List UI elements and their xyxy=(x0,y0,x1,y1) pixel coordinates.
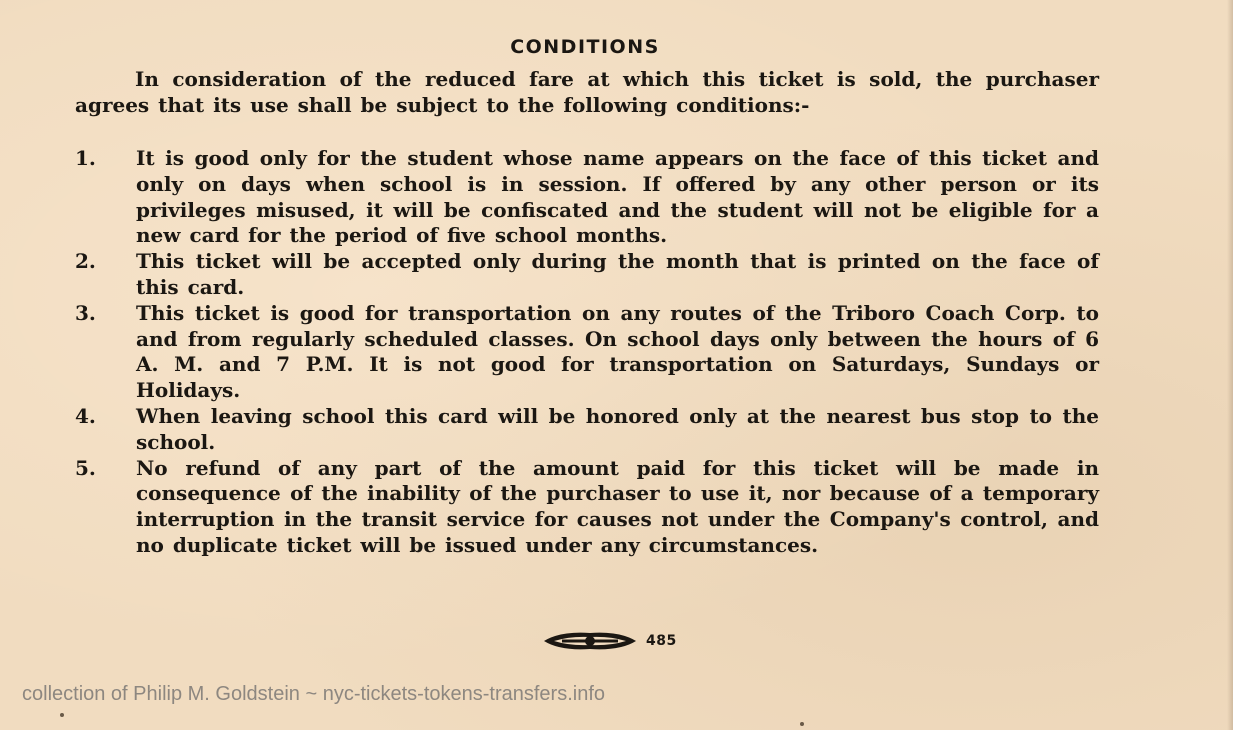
condition-number: 1. xyxy=(75,146,96,170)
condition-text: When leaving school this card will be honored only at the nearest bus stop to the school. xyxy=(136,403,1099,454)
condition-item xyxy=(75,146,1099,249)
conditions-intro: In consideration of the reduced fare at which this ticket is sold, the purchaser agrees that its use shall be subject to the following conditions:- xyxy=(75,67,1099,117)
condition-number: 4. xyxy=(75,403,96,428)
condition-item xyxy=(75,404,1099,456)
union-label-number: 485 xyxy=(646,633,677,649)
card-edge-shadow xyxy=(1227,0,1233,730)
conditions-list xyxy=(75,146,1099,559)
conditions-title: CONDITIONS xyxy=(510,36,660,58)
condition-text: No refund of any part of the amount paid for this ticket will be made in consequence of the inability of the purchaser to use it, nor because of a temporary interruption in the transit service for causes not under the Company's control, and no duplicate ticket will be issued under any circumstances. xyxy=(136,455,1099,557)
condition-item xyxy=(75,301,1099,404)
paper-speck xyxy=(800,722,804,726)
paper-speck xyxy=(60,713,64,717)
collection-watermark: collection of Philip M. Goldstein ~ nyc-tickets-tokens-transfers.info xyxy=(22,683,606,705)
condition-number: 5. xyxy=(75,455,96,480)
union-label xyxy=(540,628,677,654)
condition-item xyxy=(75,456,1099,559)
condition-item xyxy=(75,249,1099,301)
condition-text: This ticket is good for transportation on any routes of the Triboro Coach Corp. to and from regularly scheduled classes. On school days only between the hours of 6 A. M. and 7 P.M. It is not good for transportation on Saturdays, Sundays or Holidays. xyxy=(136,300,1099,403)
union-bug-icon xyxy=(540,628,640,654)
condition-number: 2. xyxy=(75,249,96,274)
condition-text: This ticket will be accepted only during the month that is printed on the face of this card. xyxy=(136,249,1099,299)
condition-number: 3. xyxy=(75,300,96,325)
condition-text: It is good only for the student whose name appears on the face of this ticket and only on days when school is in session. If offered by any other person or its privileges misused, it will be confiscated and the student will not be eligible for a new card for the period of five school months. xyxy=(136,146,1099,248)
